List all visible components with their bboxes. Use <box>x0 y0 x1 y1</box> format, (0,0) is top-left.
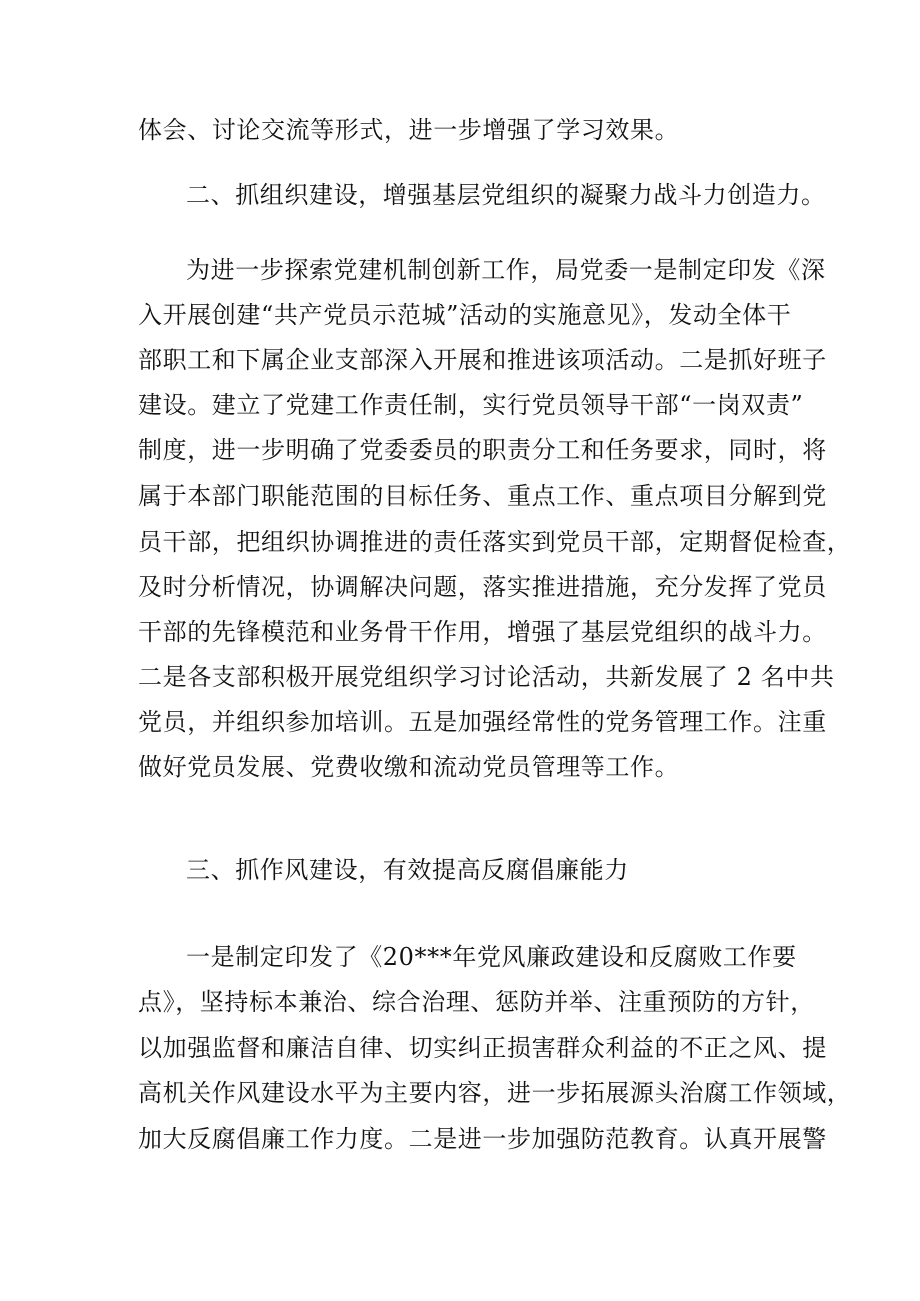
paragraph-2-line-4: 建设。建立了党建工作责任制，实行党员领导干部“一岗双责” <box>138 391 804 419</box>
section-heading-3: 三、抓作风建设，有效提高反腐倡廉能力 <box>186 856 629 884</box>
paragraph-3-line-1: 一是制定印发了《20***年党风廉政建设和反腐败工作要 <box>186 943 797 971</box>
paragraph-2-line-1: 为进一步探索党建机制创新工作，局党委一是制定印发《深 <box>186 256 826 284</box>
paragraph-3-line-4: 高机关作风建设水平为主要内容，进一步拓展源头治腐工作领域， <box>138 1079 852 1107</box>
paragraph-2-line-10: 二是各支部积极开展党组织学习讨论活动，共新发展了 2 名中共 <box>138 663 835 691</box>
paragraph-3-line-5: 加大反腐倡廉工作力度。二是进一步加强防范教育。认真开展警 <box>138 1125 827 1153</box>
section-heading-2: 二、抓组织建设，增强基层党组织的凝聚力战斗力创造力。 <box>186 181 826 209</box>
paragraph-1-line-1: 体会、讨论交流等形式，进一步增强了学习效果。 <box>138 116 680 144</box>
paragraph-2-line-9: 干部的先锋模范和业务骨干作用，增强了基层党组织的战斗力。 <box>138 618 827 646</box>
paragraph-2-line-11: 党员，并组织参加培训。五是加强经常性的党务管理工作。注重 <box>138 708 827 736</box>
paragraph-2-line-6: 属于本部门职能范围的目标任务、重点工作、重点项目分解到党 <box>138 482 827 510</box>
paragraph-2-line-5: 制度，进一步明确了党委委员的职责分工和任务要求，同时，将 <box>138 436 827 464</box>
paragraph-2-line-8: 及时分析情况，协调解决问题，落实推进措施，充分发挥了党员 <box>138 573 827 601</box>
paragraph-2-line-7: 员干部，把组织协调推进的责任落实到党员干部，定期督促检查， <box>138 528 852 556</box>
paragraph-3-line-2: 点》，坚持标本兼治、综合治理、惩防并举、注重预防的方针， <box>138 988 815 1016</box>
paragraph-2-line-12: 做好党员发展、党费收缴和流动党员管理等工作。 <box>138 753 680 781</box>
paragraph-2-line-2: 入开展创建“共产党员示范城”活动的实施意见》，发动全体干 <box>138 301 792 329</box>
paragraph-3-line-3: 以加强监督和廉洁自律、切实纠正损害群众利益的不正之风、提 <box>138 1034 827 1062</box>
paragraph-2-line-3: 部职工和下属企业支部深入开展和推进该项活动。二是抓好班子 <box>138 346 827 374</box>
